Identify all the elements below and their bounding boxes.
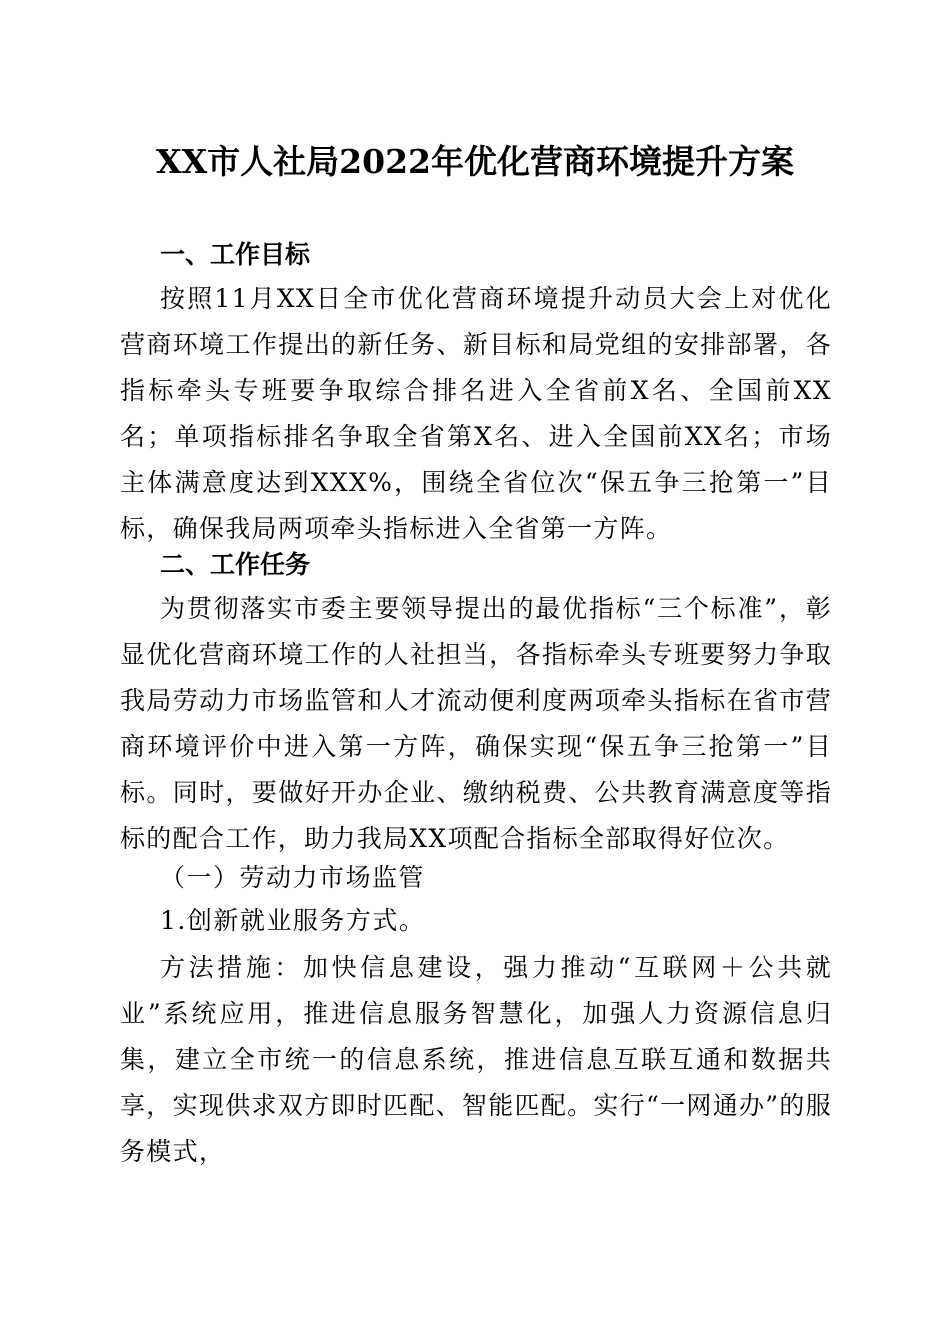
- subsection-heading-labor-market: （一）劳动力市场监管: [160, 863, 426, 892]
- section-heading-goals: 一、工作目标: [160, 240, 311, 269]
- list-item-employment-service: 1.创新就业服务方式。: [160, 906, 426, 935]
- document-title: XX市人社局2022年优化营商环境提升方案: [155, 142, 795, 181]
- section-heading-tasks: 二、工作任务: [160, 550, 311, 579]
- subsection-paragraph-measures: 方法措施：加快信息建设，强力推动“互联网＋公共就业”系统应用，推进信息服务智慧化，加强人力资源信息归集，建立全市统一的信息系统，推进信息互联互通和数据共享，实现供求双方即时匹配、智能匹配。实行“一网通办”的服务模式，: [120, 953, 832, 1166]
- section-paragraph-tasks: 为贯彻落实市委主要领导提出的最优指标“三个标准”，彰显优化营商环境工作的人社担当，各指标牵头专班要努力争取我局劳动力市场监管和人才流动便利度两项牵头指标在省市营商环境评价中进入第一方阵，确保实现“保五争三抢第一”目标。同时，要做好开办企业、缴纳税费、公共教育满意度等指标的配合工作，助力我局XX项配合指标全部取得好位次。: [120, 594, 832, 853]
- section-paragraph-goals: 按照11月XX日全市优化营商环境提升动员大会上对优化营商环境工作提出的新任务、新目标和局党组的安排部署，各指标牵头专班要争取综合排名进入全省前X名、全国前XX名；单项指标排名争取全省第X名、进入全国前XX名；市场主体满意度达到XXX%，围绕全省位次“保五争三抢第一”目标，确保我局两项牵头指标进入全省第一方阵。: [120, 284, 832, 543]
